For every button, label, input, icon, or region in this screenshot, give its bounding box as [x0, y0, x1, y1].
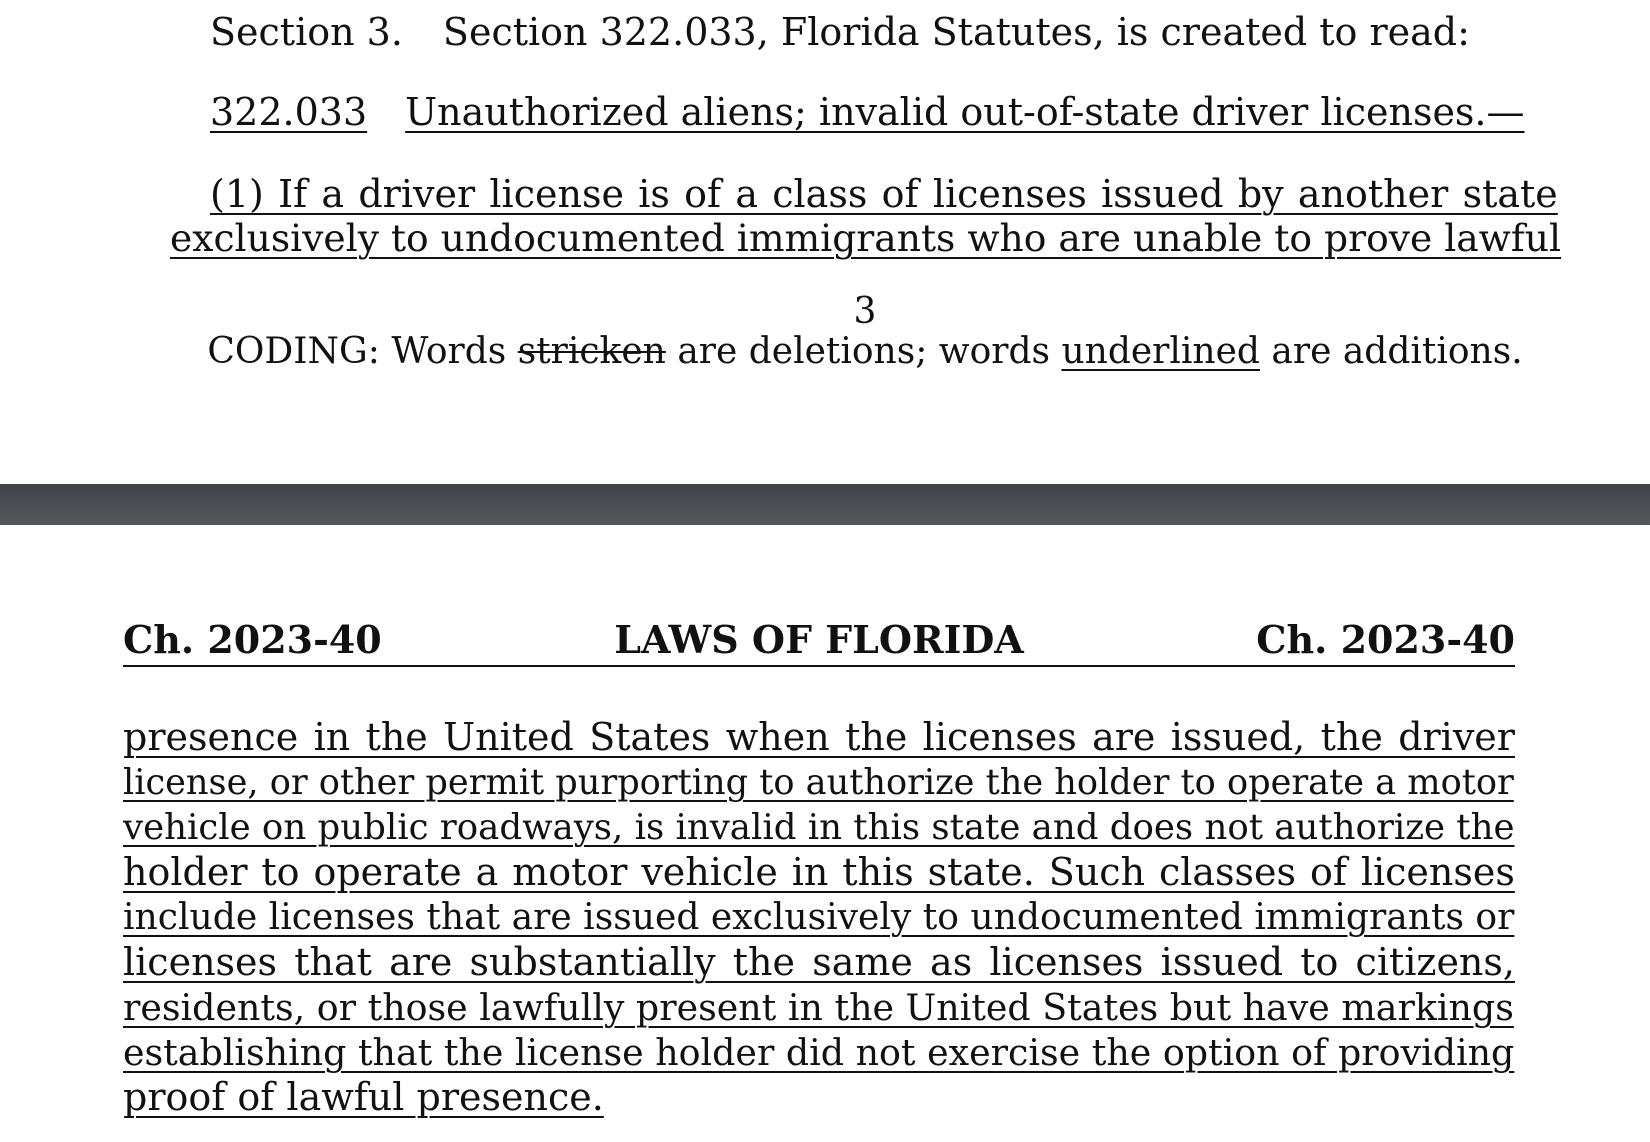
statute-heading [210, 90, 1525, 134]
header-title: LAWS OF FLORIDA [614, 617, 1024, 662]
page-divider [0, 484, 1650, 525]
body-paragraph [123, 715, 1515, 1130]
body-line: proof of lawful presence. [123, 1075, 604, 1119]
bottom-page-fragment [0, 525, 1650, 1142]
body-line: holder to operate a motor vehicle in this state. Such classes of licenses [123, 850, 1515, 894]
coding-stricken-example: stricken [517, 331, 666, 372]
subsection-1 [170, 172, 1562, 262]
coding-prefix: CODING: Words [207, 331, 518, 372]
body-line: residents, or those lawfully present in the United States but have markings [123, 986, 1514, 1029]
section-heading [210, 10, 1470, 54]
body-line: licenses that are substantially the same as licenses issued to citizens, [123, 940, 1515, 984]
statute-number: 322.033 [210, 90, 368, 134]
coding-underlined-example: underlined [1061, 331, 1260, 372]
subsection-line: (1) If a driver license is of a class of licenses issued by another state [210, 172, 1558, 216]
body-line: include licenses that are issued exclusively to undocumented immigrants or [123, 896, 1515, 938]
coding-suffix: are additions. [1259, 331, 1523, 372]
body-line: establishing that the license holder did not exercise the option of providing [123, 1031, 1515, 1074]
coding-legend [0, 330, 1650, 374]
statute-title: Unauthorized aliens; invalid out-of-state driver licenses.— [405, 90, 1525, 134]
coding-middle: are deletions; words [665, 331, 1062, 372]
body-line: license, or other permit purporting to authorize the holder to operate a motor [123, 762, 1514, 803]
page-number: 3 [853, 291, 877, 332]
section-text: Section 322.033, Florida Statutes, is created to read: [442, 10, 1470, 54]
subsection-line: exclusively to undocumented immigrants who are unable to prove lawful [170, 216, 1562, 260]
body-line: presence in the United States when the licenses are issued, the driver [123, 715, 1515, 759]
body-line: vehicle on public roadways, is invalid in this state and does not authorize the [123, 807, 1515, 848]
running-header [123, 617, 1515, 667]
top-page-fragment [0, 0, 1650, 484]
header-chapter-right: Ch. 2023-40 [1256, 617, 1515, 662]
header-chapter-left: Ch. 2023-40 [123, 617, 382, 662]
section-label: Section 3. [210, 10, 403, 54]
